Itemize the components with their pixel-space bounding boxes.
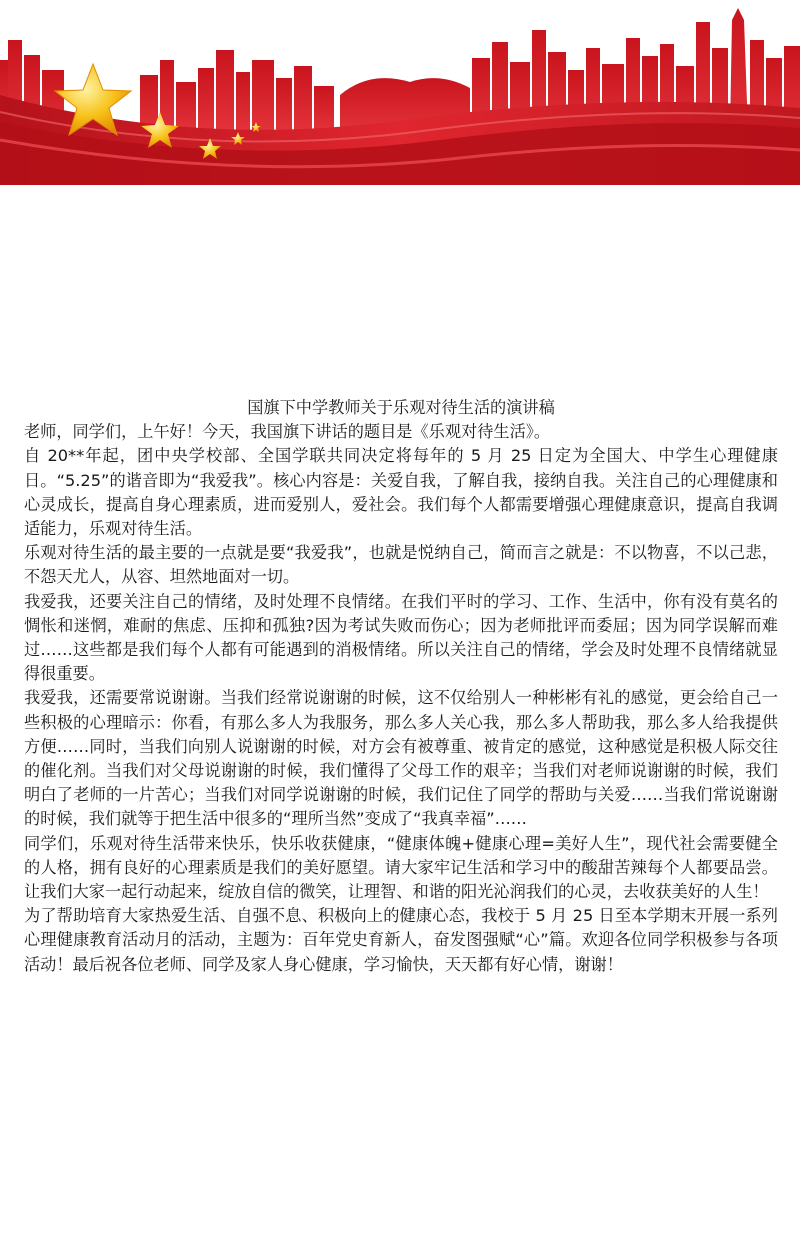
paragraph-optimism: 同学们，乐观对待生活带来快乐，快乐收获健康，“健康体魄+健康心理=美好人生”，现代社会需要健全的人格，拥有良好的心理素质是我们的美好愿望。请大家牢记生活和学习中的酸甜苦辣每个人都要品尝。让我们大家一起行动起来，绽放自信的微笑，让理智、和谐的阳光沁润我们的心灵，去收获美好的人生！ (24, 833, 778, 902)
paragraph-mental-health-day: 自 20**年起，团中央学校部、全国学联共同决定将每年的 5 月 25 日定为全国大、中学生心理健康日。“5.25”的谐音即为“我爱我”。核心内容是：关爱自我，了解自我，接纳自我。关注自己的心理健康和心灵成长，提高自身心理素质，进而爱别人，爱社会。我们每个人都需要增强心理健康意识，提高自我调适能力，乐观对待生活。 (24, 446, 778, 539)
header-banner (0, 0, 800, 185)
paragraph-closing: 为了帮助培育大家热爱生活、自强不息、积极向上的健康心态，我校于 5 月 25 日至本学期末开展一系列心理健康教育活动月的活动，主题为：百年党史育新人，奋发图强赋“心”篇。欢迎各位同学积极参与各项活动！最后祝各位老师、同学及家人身心健康，学习愉快，天天都有好心情，谢谢！ (24, 906, 778, 974)
paragraph-love-yourself: 乐观对待生活的最主要的一点就是要“我爱我”，也就是悦纳自己，简而言之就是：不以物喜，不以己悲，不怨天尤人，从容、坦然地面对一切。 (24, 543, 778, 587)
paragraph-say-thanks: 我爱我，还需要常说谢谢。当我们经常说谢谢的时候，这不仅给别人一种彬彬有礼的感觉，更会给自己一些积极的心理暗示：你看，有那么多人为我服务，那么多人关心我，那么多人帮助我，那么多人给我提供方便……同时，当我们向别人说谢谢的时候，对方会有被尊重、被肯定的感觉，这种感觉是积极人际交往的催化剂。当我们对父母说谢谢的时候，我们懂得了父母工作的艰辛；当我们对老师说谢谢的时候，我们明白了老师的一片苦心；当我们对同学说谢谢的时候，我们记住了同学的帮助与关爱……当我们常说谢谢的时候，我们就等于把生活中很多的“理所当然”变成了“我真幸福”…… (24, 688, 778, 829)
paragraph-emotions: 我爱我，还要关注自己的情绪，及时处理不良情绪。在我们平时的学习、工作、生活中，你有没有莫名的惆怅和迷惘，难耐的焦虑、压抑和孤独?因为考试失败而伤心；因为老师批评而委屈；因为同学误解而难过……这些都是我们每个人都有可能遇到的消极情绪。所以关注自己的情绪，学会及时处理不良情绪就显得很重要。 (24, 591, 778, 684)
banner-graphic (0, 0, 800, 185)
paragraph-greeting: 老师，同学们，上午好！今天，我国旗下讲话的题目是《乐观对待生活》。 (24, 422, 551, 442)
document-title: 国旗下中学教师关于乐观对待生活的演讲稿 (247, 398, 555, 417)
speech-document (24, 396, 778, 977)
